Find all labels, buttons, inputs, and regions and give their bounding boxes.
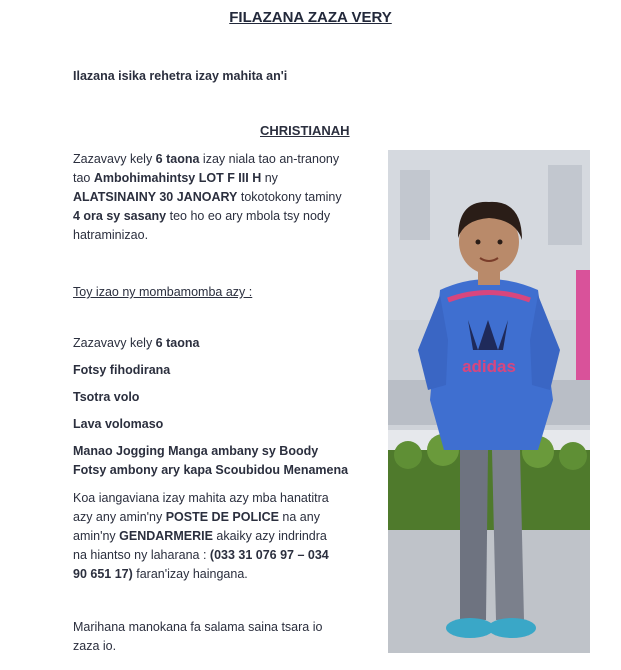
detail-hair: Tsotra volo [73, 390, 140, 404]
description-heading: Toy izao ny mombamomba azy : [73, 285, 253, 299]
paragraph-line: Zazavavy kely 6 taona izay niala tao an-tranony [73, 152, 340, 166]
paragraph-line: tao Ambohimahintsy LOT F III H ny [73, 171, 278, 185]
detail-clothing-top: Manao Jogging Manga ambany sy Boody [73, 444, 319, 458]
disappearance-paragraph [73, 150, 393, 245]
paragraph-line: 4 ora sy sasany teo ho eo ary mbola tsy nody [73, 209, 331, 223]
paragraph-line: Koa iangaviana izay mahita azy mba hanatitra [73, 491, 329, 505]
detail-clothing-bottom: Fotsy ambony ary kapa Scoubidou Menamena [73, 463, 349, 477]
paragraph-line: Marihana manokana fa salama saina tsara io [73, 620, 323, 634]
intro-text: Ilazana isika rehetra izay mahita an'i [73, 69, 288, 83]
child-photo [388, 150, 590, 653]
detail-eyelashes: Lava volomaso [73, 417, 164, 431]
detail-age: Zazavavy kely 6 taona [73, 336, 200, 350]
paragraph-line: ALATSINAINY 30 JANOARY tokotokony taminy [73, 190, 342, 204]
child-name: CHRISTIANAH [260, 123, 350, 138]
paragraph-line: zaza io. [73, 639, 117, 653]
paragraph-line: 90 651 17) faran'izay haingana. [73, 567, 248, 581]
paragraph-line: hatraminizao. [73, 228, 149, 242]
detail-skin: Fotsy fihodirana [73, 363, 171, 377]
paragraph-line: amin'ny GENDARMERIE akaiky azy indrindra [73, 529, 327, 543]
paragraph-line: na hiantso ny laharana : (033 31 076 97 – 034 [73, 548, 329, 562]
hoodie-logo-text: adidas [462, 357, 516, 376]
child-photo-illustration [388, 150, 590, 653]
contact-paragraph [73, 489, 383, 584]
closing-note [73, 618, 322, 656]
notice-title: FILAZANA ZAZA VERY [229, 9, 392, 26]
paragraph-line: azy any amin'ny POSTE DE POLICE na any [73, 510, 320, 524]
